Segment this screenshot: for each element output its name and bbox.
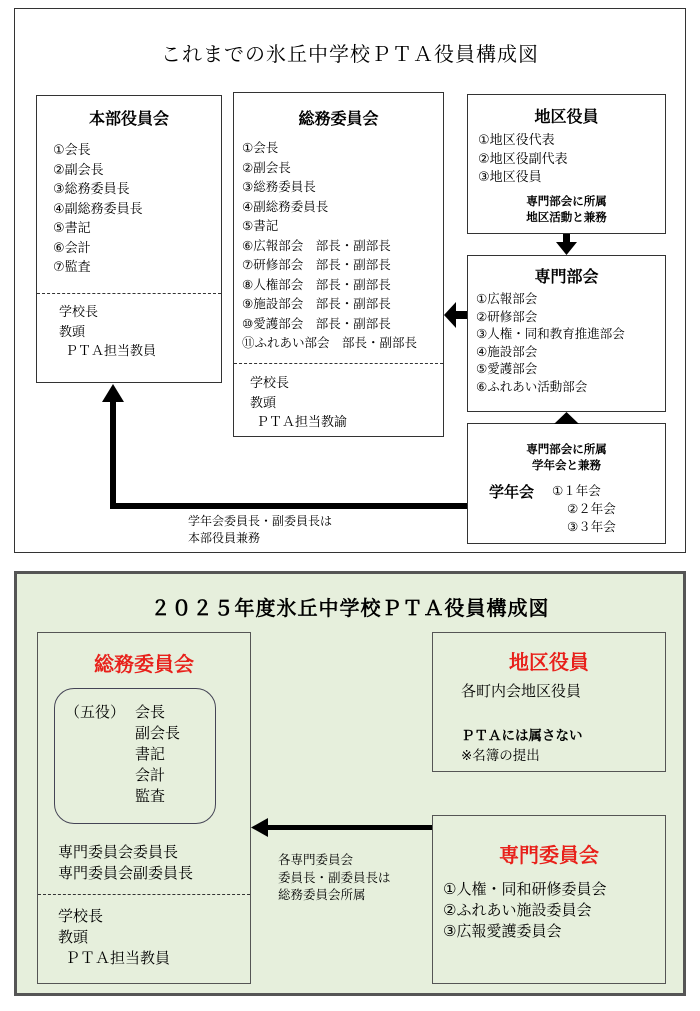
somu-item: ①会長 xyxy=(242,140,279,155)
chiku-note-line: 地区活動と兼務 xyxy=(526,209,607,224)
current-staff-item: ＰＴＡ担当教員 xyxy=(65,949,171,967)
honbu-staff-item: 教頭 xyxy=(59,324,86,340)
somu-item: ⑧人権部会 部長・副部長 xyxy=(242,276,391,292)
current-caption-line: 総務委員会所属 xyxy=(278,887,366,902)
somu-item: ④副総務委員長 xyxy=(242,198,329,214)
current-senmon-item: ③広報愛護委員会 xyxy=(443,922,562,940)
senmon-item: ②研修部会 xyxy=(476,308,538,324)
current-senmon-title: 専門委員会 xyxy=(499,843,599,867)
honbu-staff-item: ＰＴＡ担当教員 xyxy=(65,344,157,359)
somu-item: ③総務委員長 xyxy=(242,179,316,194)
somu-item: ⑥広報部会 部長・副部長 xyxy=(242,237,391,253)
current-staff-item: 教頭 xyxy=(58,928,89,946)
somu-item: ⑩愛護部会 部長・副部長 xyxy=(242,315,391,331)
gakunen-note-line: 学年会と兼務 xyxy=(532,458,601,472)
somu-item: ②副会長 xyxy=(242,159,291,175)
goyaku-item: 監査 xyxy=(135,787,166,805)
honbu-item: ⑦監査 xyxy=(53,260,91,275)
current-chiku-bold: ＰＴＡには属さない xyxy=(461,728,583,744)
honbu-staff-item: 学校長 xyxy=(59,305,99,320)
current-title: ２０２５年度氷丘中学校ＰＴＡ役員構成図 xyxy=(150,596,550,620)
current-chiku-title: 地区役員 xyxy=(509,650,589,674)
chiku-item: ③地区役員 xyxy=(478,170,542,185)
current-caption-line: 委員長・副委員長は xyxy=(278,869,391,885)
gakunen-item: ②２年会 xyxy=(567,501,616,516)
somu-staff-item: 教頭 xyxy=(250,395,277,411)
honbu-item: ⑥会計 xyxy=(53,240,91,256)
goyaku-item: 書記 xyxy=(135,745,166,763)
member-item: 専門委員会副委員長 xyxy=(58,864,194,882)
current-caption-line: 各専門委員会 xyxy=(278,852,354,867)
senmon-item: ④施設部会 xyxy=(476,343,538,359)
goyaku-label: （五役） xyxy=(65,703,126,721)
honbu-item: ②副会長 xyxy=(53,162,104,178)
current-senmon-item: ①人権・同和研修委員会 xyxy=(443,880,607,898)
chiku-note-line: 専門部会に所属 xyxy=(526,193,607,208)
legacy-caption-line: 学年会委員長・副委員長は xyxy=(188,514,333,528)
senmon-item: ①広報部会 xyxy=(476,291,538,306)
senmon-item: ⑤愛護部会 xyxy=(476,361,538,376)
current-chiku-note: ※名簿の提出 xyxy=(461,748,540,764)
goyaku-item: 会計 xyxy=(135,766,166,784)
gakunen-item: ③３年会 xyxy=(567,519,616,534)
somu-staff-item: ＰＴＡ担当教諭 xyxy=(256,415,348,430)
member-item: 専門委員会委員長 xyxy=(58,843,179,861)
current-staff-item: 学校長 xyxy=(58,907,104,925)
somu-item: ⑦研修部会 部長・副部長 xyxy=(242,257,391,272)
somu-title: 総務委員会 xyxy=(298,109,379,128)
gakunen-item: ①１年会 xyxy=(552,483,601,498)
honbu-item: ④副総務委員長 xyxy=(53,201,143,217)
gakunen-title: 学年会 xyxy=(489,483,535,501)
honbu-item: ③総務委員長 xyxy=(53,182,130,197)
honbu-item: ⑤書記 xyxy=(53,221,91,236)
senmon-title: 専門部会 xyxy=(534,267,599,286)
chiku-item: ②地区役副代表 xyxy=(478,151,568,167)
goyaku-item: 副会長 xyxy=(135,724,181,742)
senmon-item: ③人権・同和教育推進部会 xyxy=(476,326,625,341)
current-chiku-desc: 各町内会地区役員 xyxy=(461,682,582,700)
somu-item: ⑨施設部会 部長・副部長 xyxy=(242,296,391,311)
chiku-title: 地区役員 xyxy=(534,107,599,126)
current-senmon-item: ②ふれあい施設委員会 xyxy=(443,901,592,919)
legacy-caption-line: 本部役員兼務 xyxy=(188,531,261,545)
goyaku-item: 会長 xyxy=(135,703,166,721)
legacy-title: これまでの氷丘中学校ＰＴＡ役員構成図 xyxy=(161,42,539,66)
chiku-item: ①地区役代表 xyxy=(478,133,555,148)
gakunen-note-line: 専門部会に所属 xyxy=(526,442,607,456)
honbu-title: 本部役員会 xyxy=(88,109,169,128)
senmon-item: ⑥ふれあい活動部会 xyxy=(476,378,588,394)
somu-item: ⑤書記 xyxy=(242,218,279,233)
honbu-item: ①会長 xyxy=(53,143,91,158)
arrow-senmon-to-somu-current xyxy=(251,818,432,837)
somu-staff-item: 学校長 xyxy=(250,376,290,391)
somu-item: ⑪ふれあい部会 部長・副部長 xyxy=(242,335,418,350)
current-somu-title: 総務委員会 xyxy=(94,652,194,676)
